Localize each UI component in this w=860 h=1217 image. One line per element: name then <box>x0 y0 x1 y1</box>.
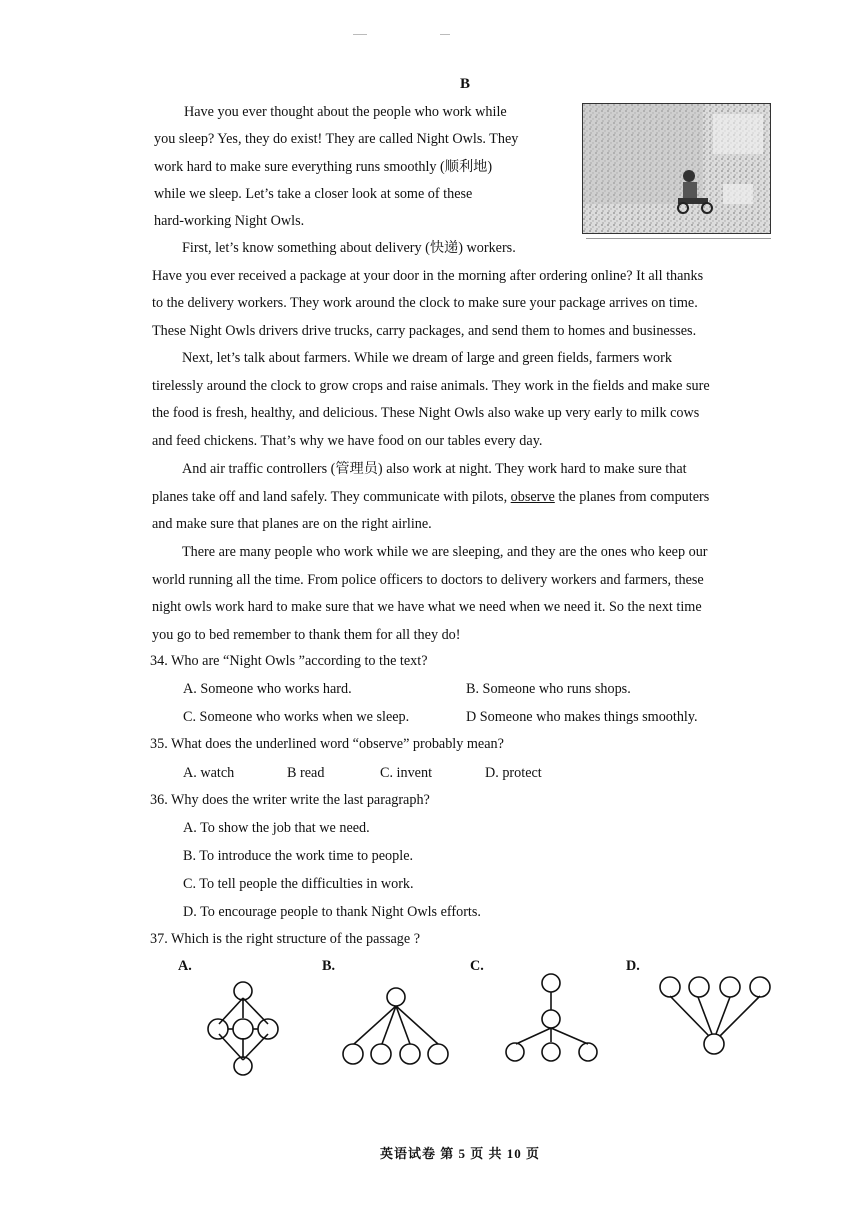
q37-label-c[interactable]: C. <box>470 958 484 974</box>
q36-option-c[interactable]: C. To tell people the difficulties in work. <box>183 876 414 892</box>
q34-option-a[interactable]: A. Someone who works hard. <box>183 681 352 697</box>
paragraph-line: you go to bed remember to thank them for all they do! <box>152 626 461 643</box>
line-text: planes take off and land safely. They communicate with pilots, <box>152 488 511 505</box>
q36-option-d[interactable]: D. To encourage people to thank Night Owls efforts. <box>183 904 481 920</box>
night-scene-photo <box>582 103 771 234</box>
farmers-paragraph <box>152 345 778 455</box>
q34-option-b[interactable]: B. Someone who runs shops. <box>466 681 631 697</box>
paragraph-line: First, let’s know something about delivery (快递) workers. <box>182 240 516 256</box>
q35-option-b[interactable]: B read <box>287 765 325 781</box>
intro-line: Have you ever thought about the people who work while <box>184 104 507 120</box>
paragraph-line: There are many people who work while we are sleeping, and they are the ones who keep our <box>182 544 708 560</box>
line-text: the planes from computers <box>554 488 710 505</box>
paragraph-line: night owls work hard to make sure that we have what we need when we need it. So the next time <box>152 599 702 616</box>
page-footer: 英语试卷 第 5 页 共 10 页 <box>379 1146 540 1161</box>
q36-option-b[interactable]: B. To introduce the work time to people. <box>183 848 414 864</box>
paragraph-line: and feed chickens. That’s why we have food on our tables every day. <box>152 432 543 449</box>
q36-option-a[interactable]: A. To show the job that we need. <box>183 820 370 836</box>
section-letter: B <box>459 76 470 92</box>
intro-line: hard-working Night Owls. <box>154 213 305 230</box>
q35-option-d[interactable]: D. protect <box>485 765 542 781</box>
structure-diagram-c[interactable] <box>500 970 606 1070</box>
intro-line: while we sleep. Let’s take a closer look at some of these <box>154 185 473 202</box>
controllers-paragraph <box>152 456 778 539</box>
paragraph-line: the food is fresh, healthy, and delicious. These Night Owls also wake up very early to milk cows <box>152 405 700 422</box>
paragraph-line: world running all the time. From police officers to doctors to delivery workers and farmers, these <box>152 571 704 588</box>
paragraph-line: and make sure that planes are on the right airline. <box>152 516 432 533</box>
underlined-word: observe <box>510 488 555 505</box>
conclusion-paragraph <box>152 539 778 649</box>
intro-paragraph <box>154 99 572 235</box>
q37-label-a[interactable]: A. <box>178 958 192 974</box>
question-37-stem: 37. Which is the right structure of the passage ? <box>150 931 421 947</box>
delivery-paragraph <box>152 235 778 345</box>
paragraph-line: tirelessly around the clock to grow crops and raise animals. They work in the fields and make sure <box>152 377 710 394</box>
scan-mark <box>353 34 367 35</box>
q35-option-c[interactable]: C. invent <box>380 765 433 781</box>
q34-option-d[interactable]: D Someone who makes things smoothly. <box>466 709 698 725</box>
intro-line: work hard to make sure everything runs smoothly (顺利地) <box>154 158 493 175</box>
paragraph-line: And air traffic controllers (管理员) also work at night. They work hard to make sure that <box>182 461 687 477</box>
intro-line: you sleep? Yes, they do exist! They are called Night Owls. They <box>154 131 519 148</box>
question-34-stem: 34. Who are “Night Owls ”according to the text? <box>150 653 428 669</box>
q37-label-b[interactable]: B. <box>322 958 336 974</box>
question-36-stem: 36. Why does the writer write the last paragraph? <box>150 792 430 808</box>
scan-mark <box>440 34 450 35</box>
question-35-stem: 35. What does the underlined word “observe” probably mean? <box>150 736 504 752</box>
structure-diagram-d[interactable] <box>654 970 776 1060</box>
paragraph-line: Have you ever received a package at your door in the morning after ordering online? It all thanks <box>152 267 704 284</box>
q37-label-d[interactable]: D. <box>626 958 640 974</box>
q35-option-a[interactable]: A. watch <box>183 765 235 781</box>
paragraph-line: These Night Owls drivers drive trucks, carry packages, and send them to homes and businesses. <box>152 322 697 339</box>
structure-diagram-b[interactable] <box>340 980 454 1072</box>
structure-diagram-a[interactable] <box>198 978 290 1076</box>
paragraph-line: to the delivery workers. They work around the clock to make sure your package arrives on time. <box>152 295 698 312</box>
paragraph-line <box>152 484 778 512</box>
paragraph-line: Next, let’s talk about farmers. While we dream of large and green fields, farmers work <box>182 350 672 366</box>
q34-option-c[interactable]: C. Someone who works when we sleep. <box>183 709 410 725</box>
